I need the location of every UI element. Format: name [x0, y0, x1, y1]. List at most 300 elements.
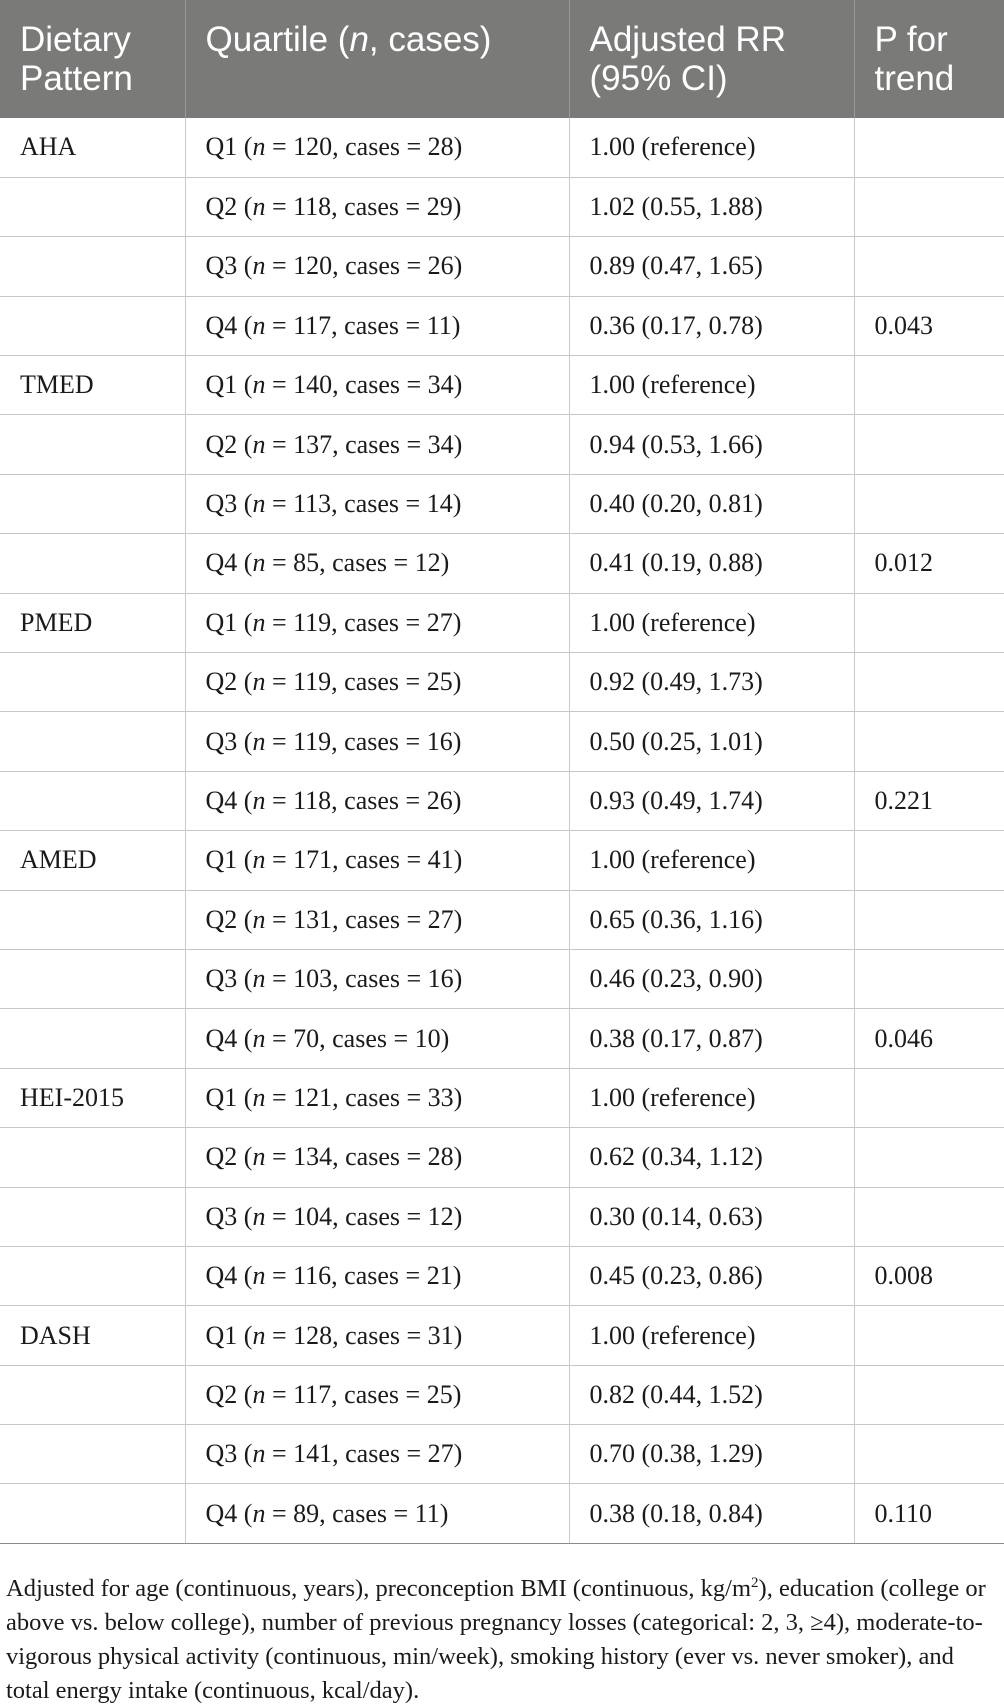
quartile-cases-label: , cases = — [331, 1379, 427, 1409]
quartile-eq: = — [265, 964, 294, 994]
quartile-open: ( — [237, 726, 253, 756]
quartile-cases-value: 41 — [427, 845, 454, 875]
quartile-n-symbol: n — [252, 548, 266, 578]
cell-quartile — [185, 415, 569, 474]
quartile-cases-label: , cases = — [319, 548, 415, 578]
quartile-cases-value: 26 — [426, 785, 453, 815]
quartile-open: ( — [237, 1320, 253, 1350]
quartile-eq: = — [265, 785, 294, 815]
quartile-n-value: 118 — [293, 785, 332, 815]
quartile-cases-value: 27 — [427, 904, 454, 934]
quartile-cases-label: , cases = — [331, 785, 427, 815]
quartile-close: ) — [452, 192, 462, 222]
quartile-cases-value: 25 — [426, 667, 453, 697]
quartile-n-symbol: n — [252, 1201, 266, 1231]
quartile-cases-value: 10 — [414, 1023, 441, 1053]
cell-dietary-pattern — [0, 296, 185, 355]
quartile-eq: = — [265, 192, 294, 222]
cell-quartile — [185, 831, 569, 890]
cell-quartile — [185, 1484, 569, 1543]
quartile-open: ( — [237, 607, 253, 637]
cell-dietary-pattern — [0, 771, 185, 830]
quartile-close: ) — [440, 1023, 450, 1053]
cell-adjusted-rr: 0.30 (0.14, 0.63) — [569, 1187, 854, 1246]
cell-dietary-pattern: DASH — [0, 1306, 185, 1365]
cell-adjusted-rr: 0.93 (0.49, 1.74) — [569, 771, 854, 830]
cell-dietary-pattern — [0, 949, 185, 1008]
quartile-eq: = — [265, 1082, 294, 1112]
cell-quartile — [185, 474, 569, 533]
quartile-n-symbol: n — [252, 904, 266, 934]
cell-p-for-trend — [854, 1365, 1004, 1424]
table-footnote — [6, 1572, 996, 1708]
table-row — [0, 771, 1004, 830]
table-row — [0, 1128, 1004, 1187]
quartile-close: ) — [453, 370, 463, 400]
quartile-eq: = — [265, 548, 294, 578]
table-row — [0, 1009, 1004, 1068]
quartile-cases-label: , cases = — [332, 845, 428, 875]
table-row — [0, 118, 1004, 177]
table-row — [0, 1425, 1004, 1484]
cell-quartile — [185, 1246, 569, 1305]
cell-quartile — [185, 1187, 569, 1246]
quartile-n-value: 119 — [293, 726, 332, 756]
cell-dietary-pattern: HEI-2015 — [0, 1068, 185, 1127]
quartile-label: Q4 — [205, 1023, 238, 1053]
table-row — [0, 534, 1004, 593]
cell-quartile — [185, 1128, 569, 1187]
cell-p-for-trend — [854, 1068, 1004, 1127]
quartile-close: ) — [440, 548, 450, 578]
quartile-close: ) — [452, 667, 462, 697]
quartile-n-value: 118 — [293, 192, 332, 222]
header-quartile-n: n — [349, 20, 369, 59]
table-row — [0, 356, 1004, 415]
quartile-cases-label: , cases = — [332, 429, 428, 459]
quartile-cases-value: 16 — [426, 726, 453, 756]
quartile-cases-value: 33 — [427, 1082, 454, 1112]
quartile-cases-label: , cases = — [332, 132, 428, 162]
cell-dietary-pattern — [0, 237, 185, 296]
cell-adjusted-rr: 1.00 (reference) — [569, 831, 854, 890]
quartile-eq: = — [265, 251, 294, 281]
quartile-cases-value: 28 — [427, 132, 454, 162]
cell-dietary-pattern — [0, 177, 185, 236]
quartile-label: Q3 — [205, 964, 238, 994]
cell-adjusted-rr: 0.65 (0.36, 1.16) — [569, 890, 854, 949]
cell-dietary-pattern — [0, 474, 185, 533]
cell-p-for-trend: 0.046 — [854, 1009, 1004, 1068]
cell-p-for-trend — [854, 831, 1004, 890]
quartile-open: ( — [237, 904, 253, 934]
cell-adjusted-rr: 0.92 (0.49, 1.73) — [569, 653, 854, 712]
cell-quartile — [185, 1009, 569, 1068]
cell-quartile — [185, 771, 569, 830]
quartile-label: Q3 — [205, 1201, 238, 1231]
cell-p-for-trend — [854, 949, 1004, 1008]
quartile-close: ) — [453, 904, 463, 934]
table-row — [0, 1365, 1004, 1424]
table-row — [0, 1306, 1004, 1365]
quartile-cases-label: , cases = — [332, 370, 428, 400]
quartile-eq: = — [265, 1023, 294, 1053]
quartile-label: Q2 — [205, 667, 238, 697]
table-row — [0, 653, 1004, 712]
quartile-cases-label: , cases = — [319, 1023, 415, 1053]
quartile-cases-label: , cases = — [331, 192, 427, 222]
quartile-cases-label: , cases = — [332, 904, 428, 934]
quartile-close: ) — [453, 1439, 463, 1469]
quartile-label: Q4 — [205, 1261, 238, 1291]
quartile-n-symbol: n — [252, 785, 266, 815]
quartile-open: ( — [237, 1023, 253, 1053]
quartile-cases-label: , cases = — [332, 251, 428, 281]
quartile-close: ) — [453, 1320, 463, 1350]
cell-adjusted-rr: 0.36 (0.17, 0.78) — [569, 296, 854, 355]
quartile-cases-label: , cases = — [331, 607, 427, 637]
quartile-close: ) — [453, 251, 463, 281]
quartile-close: ) — [453, 1201, 463, 1231]
cell-dietary-pattern — [0, 712, 185, 771]
cell-quartile — [185, 1425, 569, 1484]
quartile-n-value: 70 — [293, 1023, 320, 1053]
cell-adjusted-rr: 0.45 (0.23, 0.86) — [569, 1246, 854, 1305]
quartile-label: Q2 — [205, 904, 238, 934]
quartile-cases-value: 34 — [427, 370, 454, 400]
quartile-cases-label: , cases = — [331, 726, 427, 756]
quartile-cases-value: 27 — [426, 607, 453, 637]
quartile-close: ) — [452, 785, 462, 815]
quartile-cases-label: , cases = — [331, 310, 427, 340]
quartile-cases-label: , cases = — [331, 1261, 427, 1291]
quartile-close: ) — [452, 607, 462, 637]
quartile-cases-value: 34 — [427, 429, 454, 459]
footnote-superscript: 2 — [751, 1574, 759, 1591]
quartile-open: ( — [237, 548, 253, 578]
quartile-cases-value: 31 — [427, 1320, 454, 1350]
quartile-eq: = — [265, 1320, 294, 1350]
quartile-open: ( — [237, 192, 253, 222]
cell-quartile — [185, 1365, 569, 1424]
quartile-n-symbol: n — [252, 726, 266, 756]
cell-quartile — [185, 237, 569, 296]
cell-quartile — [185, 890, 569, 949]
quartile-n-symbol: n — [252, 1379, 266, 1409]
footnote-text-1: Adjusted for age (continuous, years), preconception BMI (continuous, kg/m — [6, 1574, 752, 1602]
cell-adjusted-rr: 0.89 (0.47, 1.65) — [569, 237, 854, 296]
cell-adjusted-rr: 0.50 (0.25, 1.01) — [569, 712, 854, 771]
cell-p-for-trend — [854, 1128, 1004, 1187]
cell-dietary-pattern — [0, 1246, 185, 1305]
quartile-open: ( — [237, 489, 253, 519]
cell-p-for-trend — [854, 653, 1004, 712]
quartile-n-value: 128 — [293, 1320, 333, 1350]
cell-dietary-pattern: TMED — [0, 356, 185, 415]
quartile-cases-value: 16 — [427, 964, 454, 994]
quartile-open: ( — [237, 1439, 253, 1469]
cell-p-for-trend — [854, 593, 1004, 652]
cell-adjusted-rr: 0.41 (0.19, 0.88) — [569, 534, 854, 593]
quartile-eq: = — [265, 607, 294, 637]
cell-quartile — [185, 118, 569, 177]
quartile-cases-value: 11 — [414, 1498, 440, 1528]
table-header — [0, 0, 1004, 118]
cell-p-for-trend: 0.008 — [854, 1246, 1004, 1305]
quartile-cases-value: 28 — [427, 1142, 454, 1172]
quartile-n-symbol: n — [252, 370, 266, 400]
quartile-label: Q1 — [205, 845, 238, 875]
quartile-n-value: 120 — [293, 251, 333, 281]
quartile-n-symbol: n — [252, 310, 266, 340]
cell-p-for-trend — [854, 415, 1004, 474]
cell-p-for-trend: 0.012 — [854, 534, 1004, 593]
table-row — [0, 1484, 1004, 1543]
quartile-eq: = — [265, 489, 294, 519]
quartile-label: Q4 — [205, 1498, 238, 1528]
quartile-open: ( — [237, 964, 253, 994]
cell-quartile — [185, 949, 569, 1008]
cell-p-for-trend — [854, 356, 1004, 415]
quartile-open: ( — [237, 1142, 253, 1172]
quartile-cases-label: , cases = — [332, 1082, 428, 1112]
quartile-n-value: 119 — [293, 607, 332, 637]
quartile-n-value: 120 — [293, 132, 333, 162]
table-row — [0, 1187, 1004, 1246]
quartile-close: ) — [452, 1379, 462, 1409]
quartile-close: ) — [453, 429, 463, 459]
cell-quartile — [185, 296, 569, 355]
quartile-cases-label: , cases = — [332, 1439, 428, 1469]
cell-adjusted-rr: 1.00 (reference) — [569, 593, 854, 652]
quartile-label: Q3 — [205, 1439, 238, 1469]
quartile-n-value: 89 — [293, 1498, 320, 1528]
cell-p-for-trend: 0.110 — [854, 1484, 1004, 1543]
quartile-eq: = — [265, 1439, 294, 1469]
cell-adjusted-rr: 1.00 (reference) — [569, 118, 854, 177]
cell-dietary-pattern — [0, 415, 185, 474]
quartile-n-symbol: n — [252, 1498, 266, 1528]
quartile-n-symbol: n — [252, 1142, 266, 1172]
quartile-n-value: 104 — [293, 1201, 333, 1231]
cell-dietary-pattern — [0, 653, 185, 712]
cell-quartile — [185, 177, 569, 236]
cell-dietary-pattern — [0, 534, 185, 593]
footnote-text-2: ), education (college or above vs. below college), number of previous pregnancy losses (categorical: 2, 3, ≥4), moderate-to-vigorous physical activity (continuous, min/week), smoking history (ever vs. never smoker), and total energy intake (continuous, kcal/day). — [6, 1574, 986, 1704]
quartile-close: ) — [453, 964, 463, 994]
table-row — [0, 890, 1004, 949]
quartile-n-symbol: n — [252, 1082, 266, 1112]
cell-adjusted-rr: 0.40 (0.20, 0.81) — [569, 474, 854, 533]
quartile-n-value: 117 — [293, 310, 332, 340]
header-quartile-suffix: , cases) — [368, 20, 492, 59]
table-row — [0, 1068, 1004, 1127]
quartile-open: ( — [237, 251, 253, 281]
quartile-close: ) — [453, 1082, 463, 1112]
quartile-cases-value: 11 — [426, 310, 452, 340]
quartile-n-value: 171 — [293, 845, 333, 875]
cell-quartile — [185, 653, 569, 712]
cell-adjusted-rr: 0.70 (0.38, 1.29) — [569, 1425, 854, 1484]
quartile-eq: = — [265, 904, 294, 934]
cell-adjusted-rr: 1.00 (reference) — [569, 356, 854, 415]
quartile-close: ) — [453, 845, 463, 875]
cell-adjusted-rr: 1.00 (reference) — [569, 1068, 854, 1127]
quartile-open: ( — [237, 1201, 253, 1231]
cell-p-for-trend — [854, 1425, 1004, 1484]
cell-p-for-trend: 0.221 — [854, 771, 1004, 830]
quartile-eq: = — [265, 726, 294, 756]
quartile-eq: = — [265, 370, 294, 400]
quartile-cases-label: , cases = — [331, 489, 427, 519]
quartile-eq: = — [265, 845, 294, 875]
quartile-close: ) — [452, 489, 462, 519]
header-quartile — [185, 0, 569, 118]
quartile-label: Q1 — [205, 370, 238, 400]
quartile-close: ) — [452, 726, 462, 756]
quartile-eq: = — [265, 1261, 294, 1291]
quartile-cases-value: 25 — [426, 1379, 453, 1409]
cell-dietary-pattern — [0, 1187, 185, 1246]
quartile-cases-label: , cases = — [332, 1201, 428, 1231]
quartile-n-symbol: n — [252, 667, 266, 697]
quartile-n-symbol: n — [252, 251, 266, 281]
quartile-label: Q3 — [205, 726, 238, 756]
quartile-cases-value: 14 — [426, 489, 453, 519]
quartile-cases-label: , cases = — [331, 667, 427, 697]
quartile-cases-value: 27 — [427, 1439, 454, 1469]
cell-dietary-pattern: PMED — [0, 593, 185, 652]
quartile-close: ) — [453, 1142, 463, 1172]
quartile-cases-label: , cases = — [319, 1498, 415, 1528]
table-body — [0, 118, 1004, 1543]
cell-quartile — [185, 356, 569, 415]
cell-dietary-pattern — [0, 890, 185, 949]
table-row — [0, 296, 1004, 355]
cell-quartile — [185, 534, 569, 593]
quartile-n-value: 103 — [293, 964, 333, 994]
quartile-label: Q2 — [205, 192, 238, 222]
quartile-label: Q4 — [205, 548, 238, 578]
header-quartile-prefix: Quartile ( — [205, 20, 350, 59]
quartile-close: ) — [439, 1498, 449, 1528]
quartile-eq: = — [265, 667, 294, 697]
quartile-n-value: 116 — [293, 1261, 332, 1291]
cell-adjusted-rr: 0.38 (0.17, 0.87) — [569, 1009, 854, 1068]
cell-dietary-pattern — [0, 1128, 185, 1187]
quartile-n-symbol: n — [252, 132, 266, 162]
quartile-n-symbol: n — [252, 1439, 266, 1469]
quartile-eq: = — [265, 132, 294, 162]
quartile-n-value: 137 — [293, 429, 333, 459]
quartile-cases-label: , cases = — [332, 964, 428, 994]
quartile-open: ( — [237, 667, 253, 697]
quartile-n-symbol: n — [252, 1261, 266, 1291]
header-dietary-pattern: Dietary Pattern — [20, 20, 133, 98]
quartile-n-value: 119 — [293, 667, 332, 697]
quartile-n-symbol: n — [252, 489, 266, 519]
quartile-eq: = — [265, 1379, 294, 1409]
cell-quartile — [185, 1068, 569, 1127]
header-row — [0, 0, 1004, 118]
quartile-label: Q2 — [205, 1142, 238, 1172]
quartile-open: ( — [237, 132, 253, 162]
quartile-label: Q3 — [205, 251, 238, 281]
quartile-n-symbol: n — [252, 429, 266, 459]
table-row — [0, 593, 1004, 652]
quartile-cases-value: 29 — [426, 192, 453, 222]
table-row — [0, 712, 1004, 771]
quartile-n-value: 131 — [293, 904, 333, 934]
quartile-cases-label: , cases = — [332, 1320, 428, 1350]
cell-adjusted-rr: 1.00 (reference) — [569, 1306, 854, 1365]
cell-dietary-pattern: AMED — [0, 831, 185, 890]
quartile-label: Q4 — [205, 310, 238, 340]
table-row — [0, 415, 1004, 474]
quartile-cases-label: , cases = — [332, 1142, 428, 1172]
quartile-close: ) — [451, 310, 461, 340]
quartile-open: ( — [237, 845, 253, 875]
quartile-open: ( — [237, 785, 253, 815]
quartile-n-symbol: n — [252, 1320, 266, 1350]
cell-p-for-trend — [854, 712, 1004, 771]
quartile-label: Q1 — [205, 132, 238, 162]
quartile-open: ( — [237, 1261, 253, 1291]
quartile-n-value: 140 — [293, 370, 333, 400]
quartile-n-value: 113 — [293, 489, 332, 519]
quartile-eq: = — [265, 310, 294, 340]
quartile-eq: = — [265, 1201, 294, 1231]
cell-dietary-pattern — [0, 1484, 185, 1543]
quartile-label: Q1 — [205, 607, 238, 637]
cell-dietary-pattern — [0, 1365, 185, 1424]
header-p-for-trend: P for trend — [854, 0, 1004, 118]
quartile-label: Q4 — [205, 785, 238, 815]
cell-p-for-trend — [854, 1187, 1004, 1246]
cell-p-for-trend: 0.043 — [854, 296, 1004, 355]
quartile-label: Q3 — [205, 489, 238, 519]
quartile-n-symbol: n — [252, 964, 266, 994]
cell-p-for-trend — [854, 237, 1004, 296]
quartile-cases-value: 21 — [426, 1261, 453, 1291]
cell-p-for-trend — [854, 890, 1004, 949]
table-row — [0, 177, 1004, 236]
quartile-open: ( — [237, 310, 253, 340]
quartile-cases-value: 26 — [427, 251, 454, 281]
cell-quartile — [185, 1306, 569, 1365]
cell-dietary-pattern — [0, 1425, 185, 1484]
cell-quartile — [185, 593, 569, 652]
cell-dietary-pattern — [0, 1009, 185, 1068]
quartile-label: Q2 — [205, 429, 238, 459]
quartile-cases-value: 12 — [427, 1201, 454, 1231]
cell-adjusted-rr: 0.38 (0.18, 0.84) — [569, 1484, 854, 1543]
quartile-open: ( — [237, 1082, 253, 1112]
table-row — [0, 1246, 1004, 1305]
quartile-n-value: 134 — [293, 1142, 333, 1172]
quartile-open: ( — [237, 370, 253, 400]
cell-p-for-trend — [854, 1306, 1004, 1365]
quartile-label: Q1 — [205, 1082, 238, 1112]
cell-dietary-pattern: AHA — [0, 118, 185, 177]
table-row — [0, 949, 1004, 1008]
quartile-eq: = — [265, 1498, 294, 1528]
cell-adjusted-rr: 0.82 (0.44, 1.52) — [569, 1365, 854, 1424]
quartile-label: Q1 — [205, 1320, 238, 1350]
quartile-n-symbol: n — [252, 192, 266, 222]
quartile-cases-value: 12 — [414, 548, 441, 578]
quartile-eq: = — [265, 1142, 294, 1172]
